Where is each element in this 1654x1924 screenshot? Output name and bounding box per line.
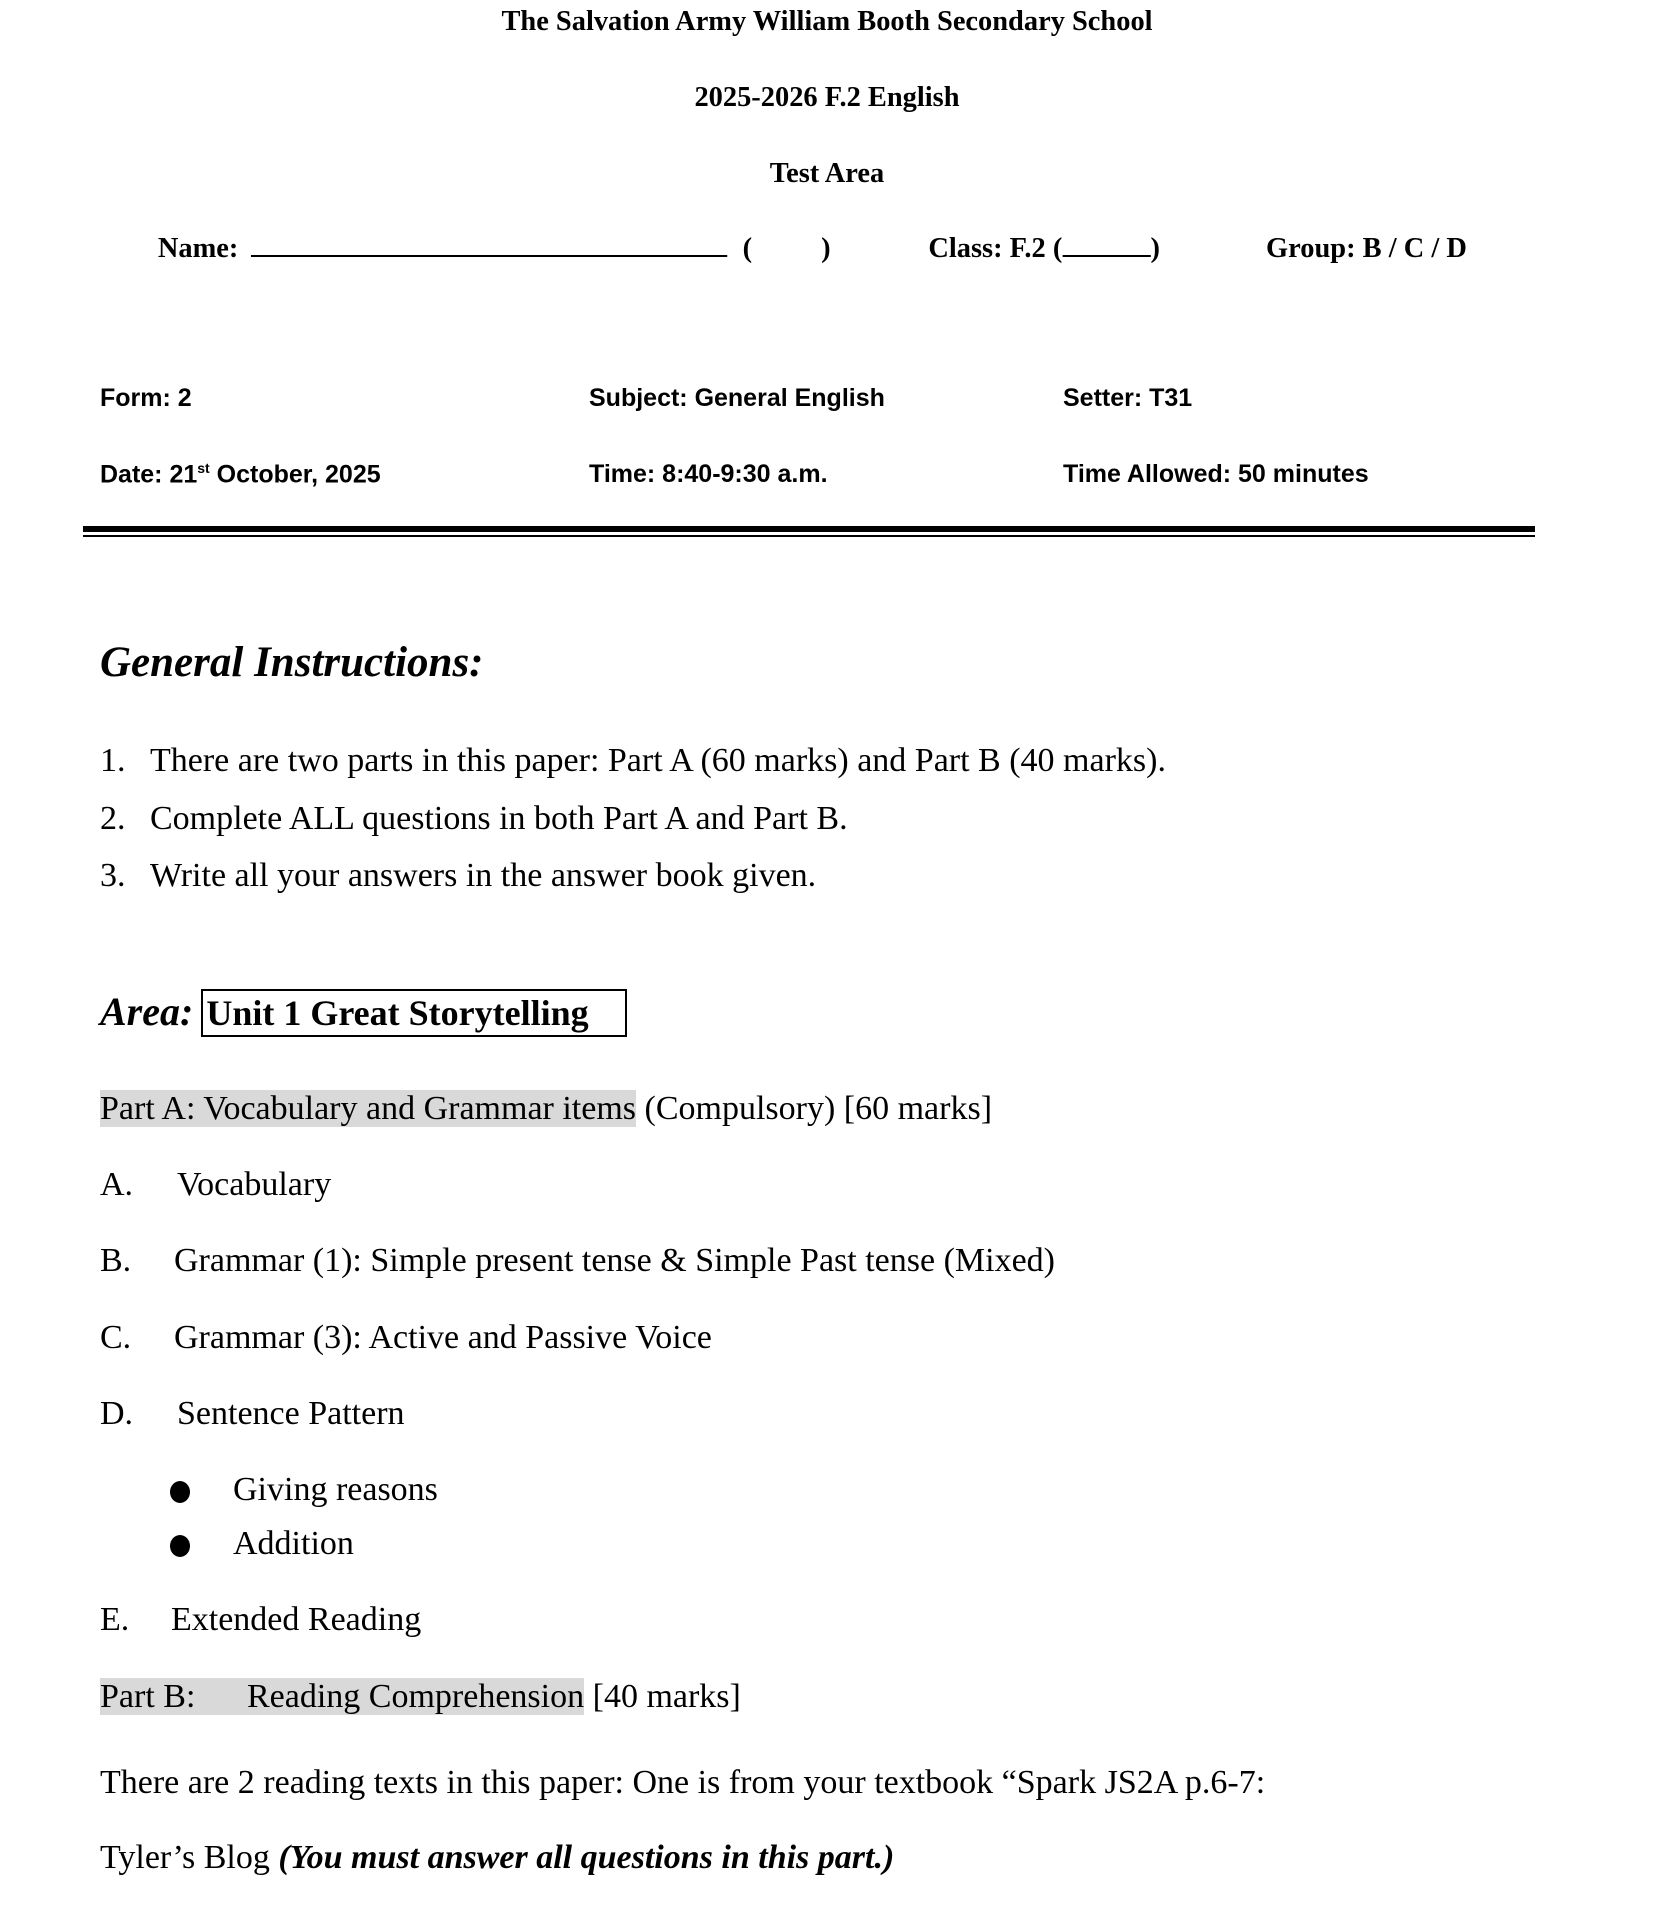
part-a-section (100, 1242, 1055, 1280)
part-b-description-emphasis: (You must answer all questions in this part.) (278, 1839, 895, 1876)
date-ordinal: st (197, 460, 210, 476)
part-a-section (100, 1319, 712, 1357)
section-text: Grammar (3): Active and Passive Voice (174, 1319, 712, 1356)
instruction-item (100, 857, 816, 895)
document-title: Test Area (769, 157, 885, 189)
area-row (100, 988, 627, 1037)
area-unit-box: Unit 1 Great Storytelling (201, 989, 626, 1037)
school-name: The Salvation Army William Booth Secondary School (501, 5, 1153, 37)
instructions-heading: General Instructions: (100, 639, 484, 686)
student-fields-row (158, 232, 831, 265)
name-field[interactable] (251, 233, 727, 257)
date-prefix: Date: 21 (100, 460, 198, 489)
instruction-number: 2. (100, 800, 126, 837)
instruction-number: 1. (100, 742, 126, 779)
class-close: ) (1150, 232, 1161, 264)
part-b-title-highlighted (100, 1678, 584, 1715)
bullet-icon (170, 1535, 190, 1557)
instruction-text: Complete ALL questions in both Part A and Part B. (150, 800, 848, 837)
class-field[interactable] (1062, 233, 1150, 257)
setter-info: Setter: T31 (1063, 384, 1193, 412)
form-info: Form: 2 (100, 384, 192, 412)
bullet-icon (170, 1481, 190, 1503)
time-allowed-info: Time Allowed: 50 minutes (1063, 460, 1369, 488)
part-a-title (100, 1090, 992, 1128)
year-subject: 2025-2026 F.2 English (694, 81, 960, 113)
part-a-title-rest: (Compulsory) [60 marks] (636, 1090, 993, 1127)
part-b-description-line2 (100, 1839, 894, 1877)
group-label: Group: B / C / D (1266, 232, 1467, 264)
class-label: Class: F.2 ( (928, 232, 1063, 264)
sub-bullet-item (170, 1525, 354, 1563)
section-letter: B. (100, 1242, 132, 1279)
time-info: Time: 8:40-9:30 a.m. (589, 460, 828, 488)
date-suffix: October, 2025 (209, 460, 381, 489)
subject-info: Subject: General English (589, 384, 885, 412)
class-number-open: ( (742, 232, 753, 264)
instruction-item (100, 800, 848, 838)
area-label: Area: (100, 989, 194, 1034)
sub-bullet-item (170, 1471, 438, 1509)
name-label: Name: (157, 232, 239, 264)
part-a-section (100, 1601, 421, 1639)
part-a-title-highlighted: Part A: Vocabulary and Grammar items (100, 1090, 637, 1127)
instruction-text: Write all your answers in the answer book given. (150, 857, 817, 894)
section-letter: A. (100, 1166, 134, 1203)
section-letter: C. (100, 1319, 132, 1356)
instruction-number: 3. (100, 857, 126, 894)
part-b-label: Part B: (100, 1678, 196, 1715)
header-divider-thick (83, 526, 1535, 532)
section-text: Extended Reading (171, 1601, 422, 1638)
part-b-description-line1: There are 2 reading texts in this paper: One is from your textbook “Spark JS2A p.6-7: (100, 1764, 1266, 1801)
section-text: Grammar (1): Simple present tense & Simple Past tense (Mixed) (174, 1242, 1055, 1279)
instruction-item (100, 742, 1166, 780)
part-b-title-rest: [40 marks] (584, 1678, 741, 1715)
date-info (100, 460, 381, 489)
section-letter: D. (100, 1395, 134, 1432)
section-text: Sentence Pattern (177, 1395, 405, 1432)
instruction-text: There are two parts in this paper: Part A (60 marks) and Part B (40 marks). (150, 742, 1166, 779)
class-number-close: ) (821, 232, 831, 264)
part-b-description-plain: Tyler’s Blog (100, 1839, 279, 1876)
sub-bullet-text: Giving reasons (233, 1471, 438, 1508)
part-b-title-text: Reading Comprehension (247, 1678, 585, 1715)
section-text: Vocabulary (177, 1166, 332, 1203)
sub-bullet-text: Addition (233, 1525, 354, 1562)
part-b-title (100, 1678, 741, 1716)
header-divider-thin (83, 535, 1535, 537)
part-a-section (100, 1395, 405, 1433)
section-letter: E. (100, 1601, 130, 1638)
class-field-group (928, 232, 1160, 265)
part-a-section (100, 1166, 331, 1204)
